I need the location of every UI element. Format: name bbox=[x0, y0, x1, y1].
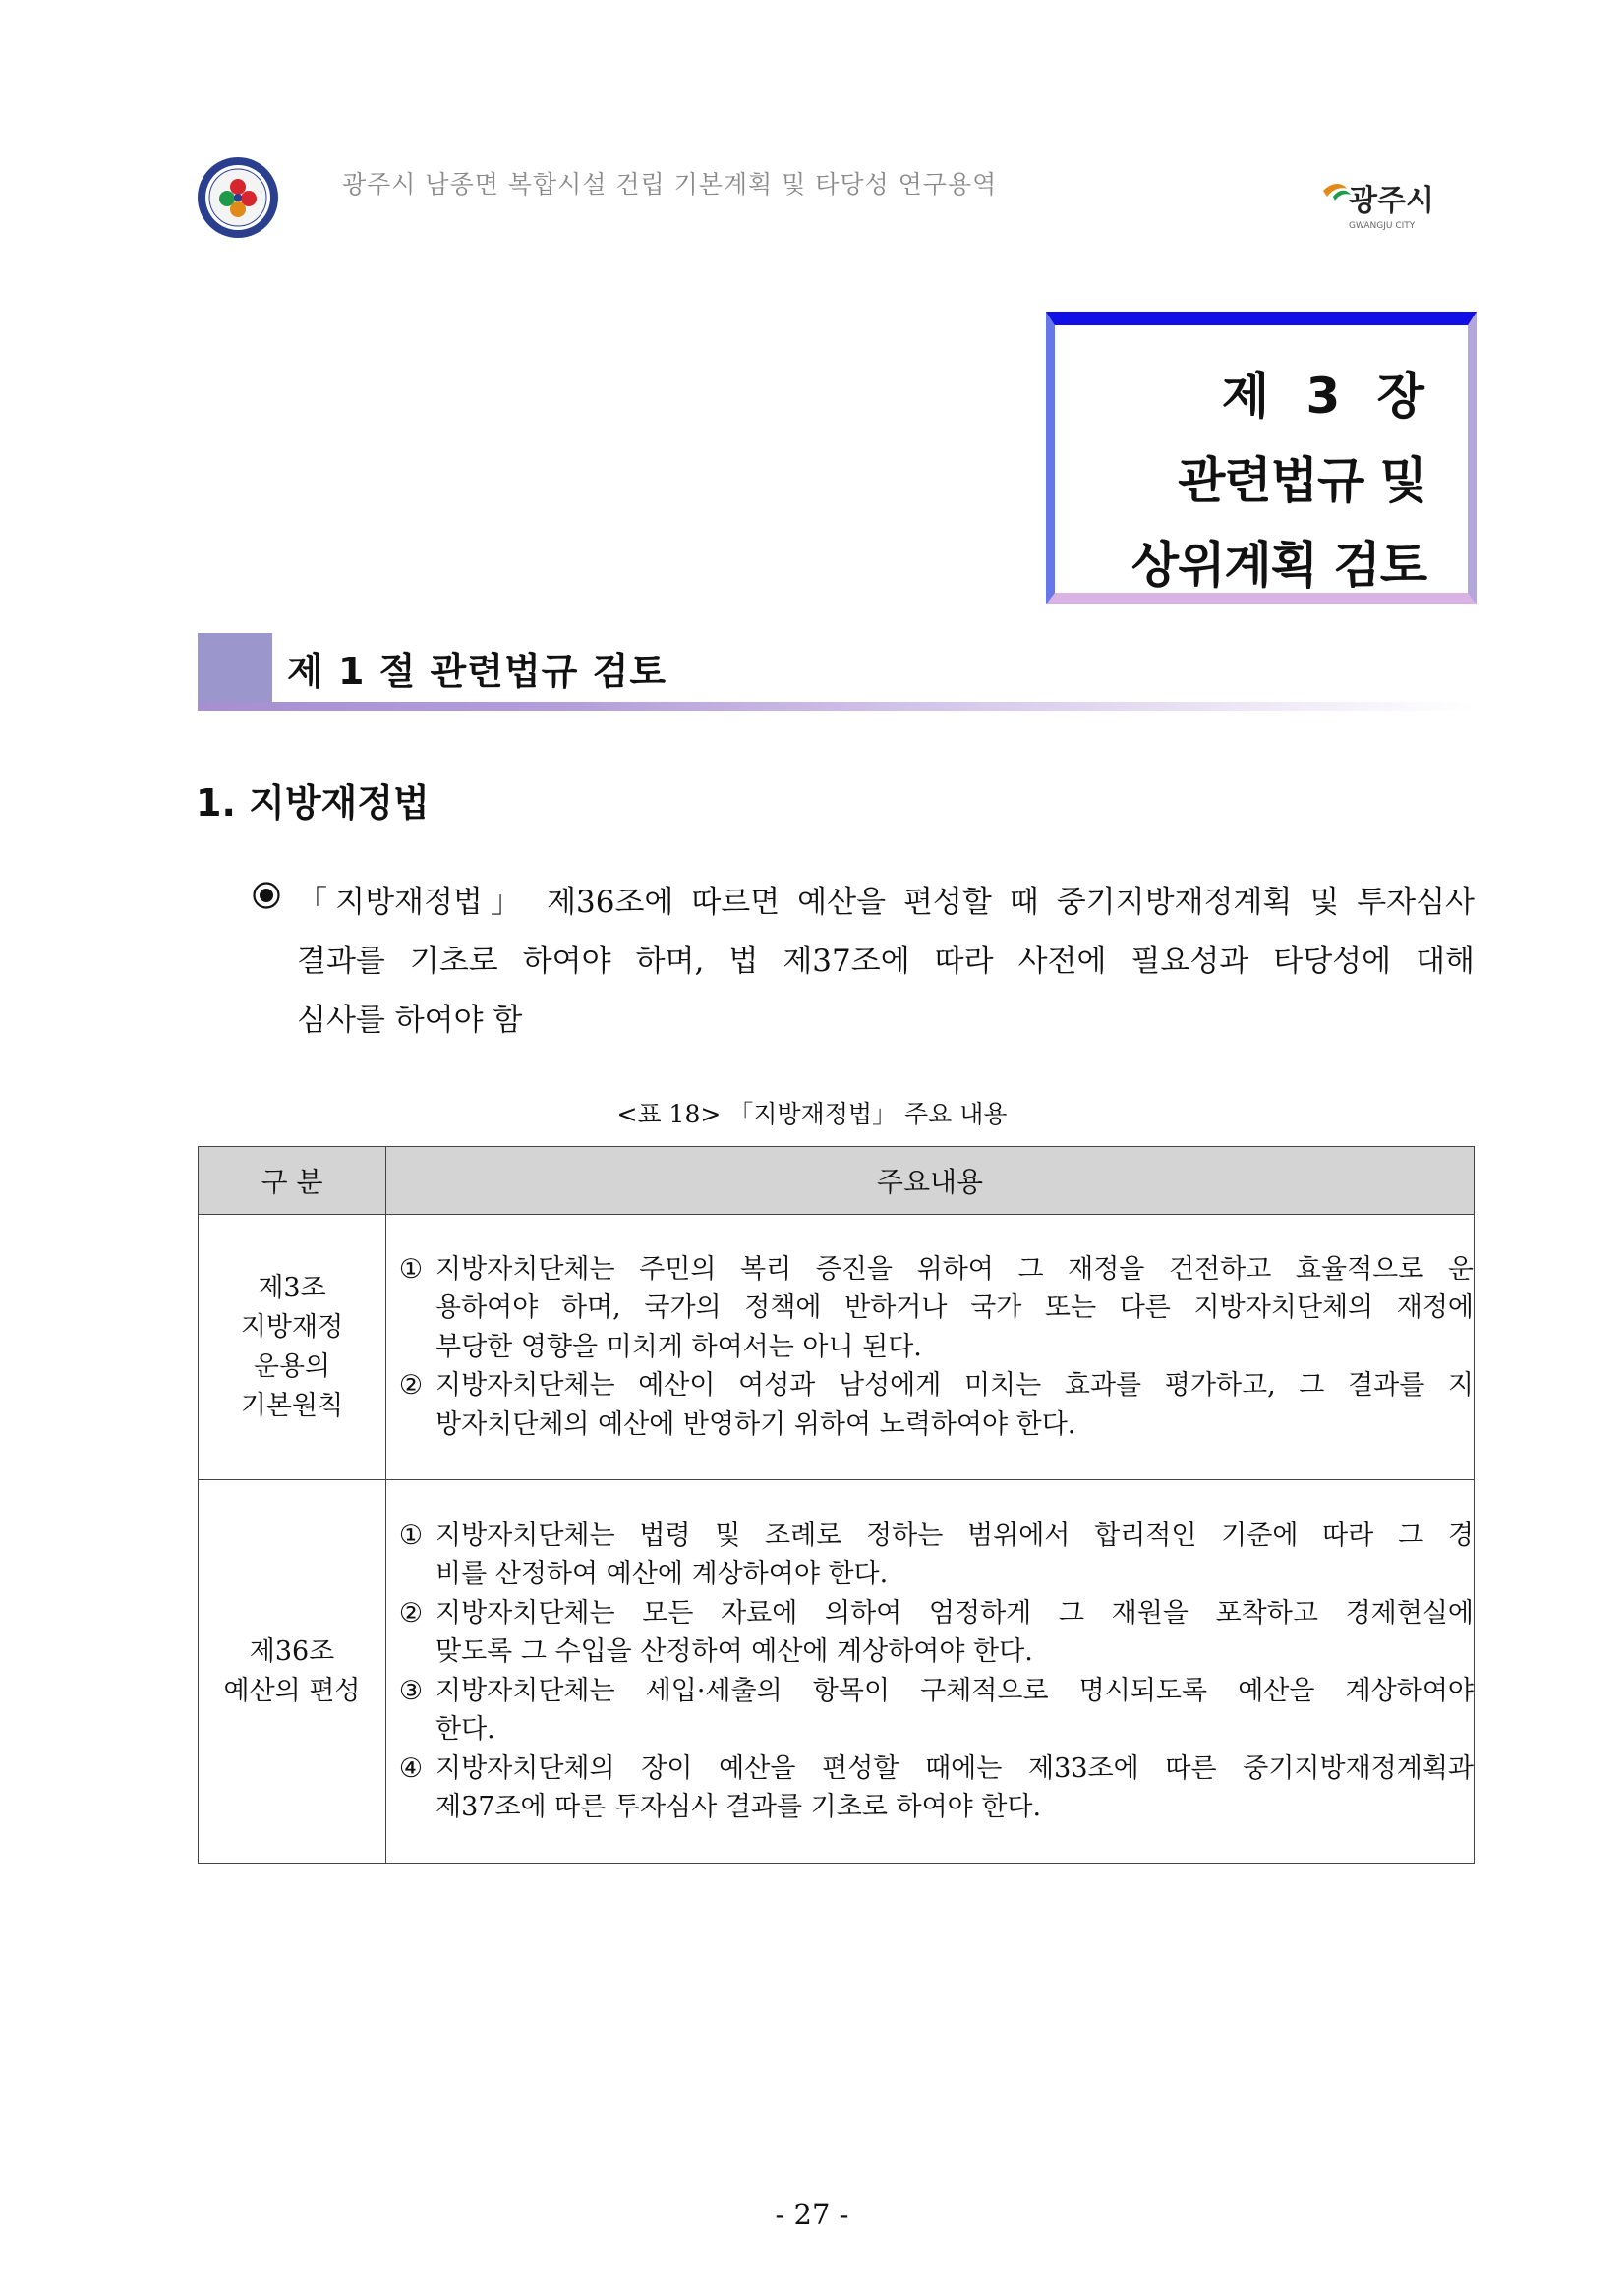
table-caption: <표 18> 「지방재정법」 주요 내용 bbox=[616, 1100, 1008, 1128]
clause-number: ② bbox=[398, 1597, 424, 1629]
clause-item bbox=[386, 1672, 1474, 1750]
clause-number: ② bbox=[398, 1370, 424, 1402]
clause-line: 지방자치단체의 장이 예산을 편성할 때에는 제33조에 따른 중기지방재정계획과 bbox=[435, 1752, 1474, 1784]
subsection-title: 1. 지방재정법 bbox=[196, 781, 430, 825]
clause-item bbox=[386, 1750, 1474, 1827]
section-underline bbox=[198, 702, 1476, 711]
clause-number: ① bbox=[398, 1253, 424, 1285]
clause-line: 맞도록 그 수입을 산정하여 예산에 계상하여야 한다. bbox=[435, 1636, 1033, 1667]
page-number: - 27 - bbox=[775, 2198, 849, 2231]
category-line: 제36조 bbox=[249, 1636, 335, 1667]
bullet-icon bbox=[252, 881, 281, 910]
law-summary-table bbox=[198, 1146, 1475, 1864]
table-row bbox=[199, 1215, 1475, 1480]
clause-line: 제37조에 따른 투자심사 결과를 기초로 하여야 한다. bbox=[435, 1792, 1042, 1822]
table-header-row bbox=[199, 1147, 1475, 1215]
city-logo-mark-icon bbox=[1319, 175, 1453, 234]
city-emblem-logo bbox=[196, 155, 280, 240]
chapter-title-line-2: 상위계획 검토 bbox=[1131, 537, 1426, 594]
clause-line: 용하여야 하며, 국가의 정책에 반하거나 국가 또는 다른 지방자치단체의 재정에 bbox=[435, 1292, 1474, 1324]
clause-line: 지방자치단체는 모든 자료에 의하여 엄정하게 그 재원을 포착하고 경제현실에 bbox=[435, 1597, 1474, 1629]
clause-item bbox=[386, 1366, 1474, 1444]
chapter-number: 제 3 장 bbox=[1221, 368, 1434, 425]
clause-line: 지방자치단체는 예산이 여성과 남성에게 미치는 효과를 평가하고, 그 결과를 지 bbox=[435, 1370, 1474, 1402]
clause-line: 방자치단체의 예산에 반영하기 위하여 노력하여야 한다. bbox=[435, 1408, 1076, 1440]
chapter-title-line-1: 관련법규 및 bbox=[1178, 452, 1426, 509]
table-content-cell bbox=[386, 1480, 1475, 1864]
category-line: 운용의 bbox=[253, 1350, 331, 1382]
clause-number: ③ bbox=[398, 1675, 424, 1706]
table-header-content: 주요내용 bbox=[386, 1147, 1475, 1215]
svg-text:GWANGJU CITY: GWANGJU CITY bbox=[1349, 221, 1416, 231]
svg-text:광주시: 광주시 bbox=[1349, 184, 1434, 218]
clause-item bbox=[386, 1517, 1474, 1594]
clause-item bbox=[386, 1250, 1474, 1367]
clause-item bbox=[386, 1594, 1474, 1672]
table-header-category: 구 분 bbox=[199, 1147, 386, 1215]
clause-number: ① bbox=[398, 1520, 424, 1551]
category-line: 제3조 bbox=[258, 1272, 326, 1303]
clause-line: 지방자치단체는 주민의 복리 증진을 위하여 그 재정을 건전하고 효율적으로 운 bbox=[435, 1253, 1474, 1285]
section-title: 제 1 절 관련법규 검토 bbox=[287, 650, 667, 693]
chapter-title-box bbox=[1046, 312, 1477, 604]
clause-line: 한다. bbox=[435, 1714, 495, 1745]
clause-line: 지방자치단체는 세입·세출의 항목이 구체적으로 명시되도록 예산을 계상하여야 bbox=[435, 1675, 1474, 1706]
category-line: 기본원칙 bbox=[240, 1390, 344, 1421]
paragraph-line: 「지방재정법」 제36조에 따르면 예산을 편성할 때 중기지방재정계획 및 투자심사 bbox=[297, 885, 1475, 920]
header-title: 광주시 남종면 복합시설 건립 기본계획 및 타당성 연구용역 bbox=[342, 170, 998, 199]
paragraph-line: 결과를 기초로 하여야 하며, 법 제37조에 따라 사전에 필요성과 타당성에 대해 bbox=[297, 944, 1475, 979]
clause-number: ④ bbox=[398, 1752, 424, 1784]
paragraph-line: 심사를 하여야 함 bbox=[297, 1003, 523, 1038]
table-category-cell bbox=[199, 1215, 386, 1480]
clause-line: 지방자치단체는 법령 및 조례로 정하는 범위에서 합리적인 기준에 따라 그 경 bbox=[435, 1520, 1474, 1551]
clause-line: 비를 산정하여 예산에 계상하여야 한다. bbox=[435, 1559, 889, 1589]
table-category-cell bbox=[199, 1480, 386, 1864]
table-content-cell bbox=[386, 1215, 1475, 1480]
category-line: 예산의 편성 bbox=[223, 1675, 361, 1706]
category-line: 지방재정 bbox=[240, 1311, 344, 1343]
clause-line: 부당한 영향을 미치게 하여서는 아니 된다. bbox=[435, 1331, 922, 1362]
section-marker-block bbox=[198, 633, 272, 710]
city-logo bbox=[1319, 175, 1453, 234]
table-row bbox=[199, 1480, 1475, 1864]
